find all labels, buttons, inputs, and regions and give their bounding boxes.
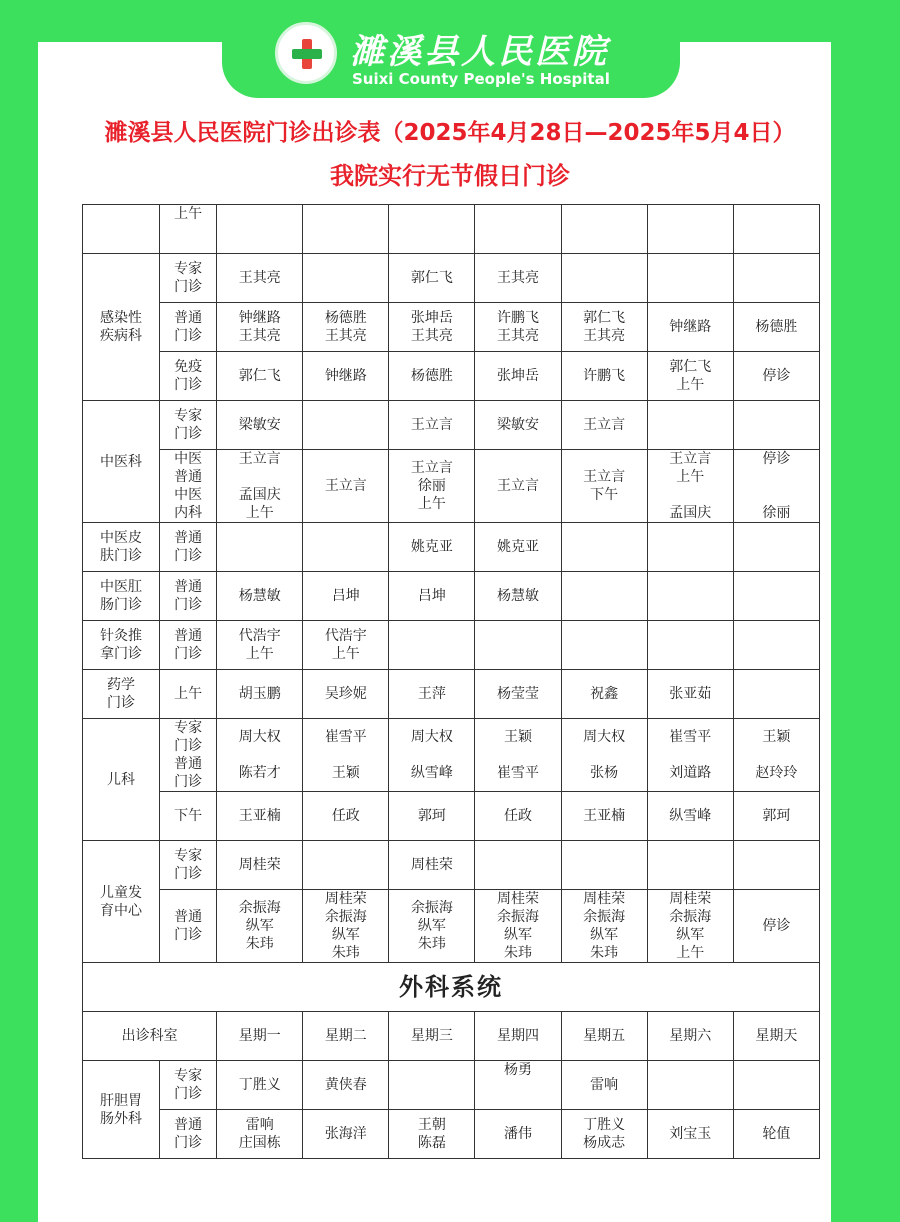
weekday-header: 星期三 — [389, 1012, 475, 1061]
schedule-subtitle: 我院实行无节假日门诊 — [330, 162, 570, 190]
doctor-cell: 王颖 赵玲玲 — [733, 719, 819, 792]
doctor-cell — [561, 621, 647, 670]
doctor-cell: 郭仁飞 上午 — [647, 352, 733, 401]
doctor-cell: 代浩宇 上午 — [217, 621, 303, 670]
doctor-cell: 王萍 — [389, 670, 475, 719]
doctor-cell: 郭仁飞 — [389, 254, 475, 303]
doctor-cell — [647, 1061, 733, 1110]
doctor-cell: 周大权 纵雪峰 — [389, 719, 475, 792]
session-cell: 普通 门诊 — [160, 890, 217, 963]
doctor-cell — [303, 401, 389, 450]
doctor-cell: 郭珂 — [389, 792, 475, 841]
doctor-cell: 梁敏安 — [475, 401, 561, 450]
session-cell: 普通 门诊 — [160, 523, 217, 572]
doctor-cell: 崔雪平 王颖 — [303, 719, 389, 792]
dept-cell: 中医肛 肠门诊 — [83, 572, 160, 621]
table-row — [83, 1061, 820, 1110]
doctor-cell: 崔雪平 刘道路 — [647, 719, 733, 792]
session-cell: 下午 — [160, 792, 217, 841]
doctor-cell: 胡玉鹏 — [217, 670, 303, 719]
dept-cell: 儿童发 育中心 — [83, 841, 160, 963]
doctor-cell: 吕坤 — [389, 572, 475, 621]
session-cell: 免疫 门诊 — [160, 352, 217, 401]
doctor-cell: 杨德胜 — [389, 352, 475, 401]
table-row — [83, 572, 820, 621]
doctor-cell: 王亚楠 — [217, 792, 303, 841]
doctor-cell: 许鹏飞 — [561, 352, 647, 401]
hospital-name-en: Suixi County People's Hospital — [352, 70, 610, 88]
session-cell: 专家 门诊 — [160, 254, 217, 303]
doctor-cell — [733, 670, 819, 719]
doctor-cell: 钟继路 — [303, 352, 389, 401]
doctor-cell: 王立言 上午 孟国庆 — [647, 450, 733, 523]
table-row — [83, 523, 820, 572]
doctor-cell: 王亚楠 — [561, 792, 647, 841]
session-cell: 普通 门诊 — [160, 303, 217, 352]
doctor-cell: 代浩宇 上午 — [303, 621, 389, 670]
doctor-cell — [733, 523, 819, 572]
table-row — [83, 792, 820, 841]
session-cell: 上午 — [160, 205, 217, 254]
table-row — [83, 1012, 820, 1061]
table-row — [83, 401, 820, 450]
doctor-cell — [647, 572, 733, 621]
doctor-cell — [647, 621, 733, 670]
schedule-title: 濉溪县人民医院门诊出诊表（2025年4月28日—2025年5月4日） — [104, 120, 796, 146]
doctor-cell: 王其亮 — [475, 254, 561, 303]
doctor-cell: 停诊 — [733, 352, 819, 401]
weekday-header: 星期天 — [733, 1012, 819, 1061]
doctor-cell: 梁敏安 — [217, 401, 303, 450]
doctor-cell — [561, 523, 647, 572]
doctor-cell — [475, 621, 561, 670]
doctor-cell: 钟继路 — [647, 303, 733, 352]
doctor-cell: 余振海 纵军 朱玮 — [217, 890, 303, 963]
weekday-header: 星期六 — [647, 1012, 733, 1061]
doctor-cell — [647, 401, 733, 450]
doctor-cell: 张亚茹 — [647, 670, 733, 719]
session-cell: 专家 门诊 — [160, 841, 217, 890]
dept-cell: 儿科 — [83, 719, 160, 841]
table-row — [83, 1110, 820, 1159]
doctor-cell: 周桂荣 余振海 纵军 朱玮 — [561, 890, 647, 963]
doctor-cell: 余振海 纵军 朱玮 — [389, 890, 475, 963]
session-cell: 普通 门诊 — [160, 572, 217, 621]
dept-header-cell: 出诊科室 — [83, 1012, 217, 1061]
doctor-cell — [733, 841, 819, 890]
doctor-cell: 吕坤 — [303, 572, 389, 621]
table-row — [83, 205, 820, 254]
table-row — [83, 963, 820, 1012]
doctor-cell: 刘宝玉 — [647, 1110, 733, 1159]
doctor-cell: 杨慧敏 — [475, 572, 561, 621]
doctor-cell: 张海洋 — [303, 1110, 389, 1159]
doctor-cell: 钟继路 王其亮 — [217, 303, 303, 352]
doctor-cell: 周大权 张杨 — [561, 719, 647, 792]
doctor-cell: 郭仁飞 — [217, 352, 303, 401]
doctor-cell: 停诊 — [733, 890, 819, 963]
doctor-cell: 雷响 庄国栋 — [217, 1110, 303, 1159]
weekday-header: 星期四 — [475, 1012, 561, 1061]
session-cell: 普通 门诊 — [160, 1110, 217, 1159]
doctor-cell: 周桂荣 余振海 纵军 朱玮 — [475, 890, 561, 963]
doctor-cell: 王朝 陈磊 — [389, 1110, 475, 1159]
hospital-name-cn: 濉溪县人民医院 — [350, 32, 609, 72]
session-cell: 中医 普通 中医 内科 — [160, 450, 217, 523]
doctor-cell: 王立言 — [389, 401, 475, 450]
doctor-cell — [647, 523, 733, 572]
doctor-cell: 杨德胜 — [733, 303, 819, 352]
doctor-cell — [303, 841, 389, 890]
table-row — [83, 890, 820, 963]
doctor-cell — [389, 1061, 475, 1110]
table-row — [83, 303, 820, 352]
doctor-cell — [561, 254, 647, 303]
schedule-table — [82, 204, 820, 1159]
table-row — [83, 719, 820, 792]
session-cell: 专家 门诊 — [160, 401, 217, 450]
doctor-cell: 姚克亚 — [475, 523, 561, 572]
table-row — [83, 841, 820, 890]
doctor-cell: 黄侠春 — [303, 1061, 389, 1110]
doctor-cell: 王立言 下午 — [561, 450, 647, 523]
dept-cell: 针灸推 拿门诊 — [83, 621, 160, 670]
doctor-cell — [733, 572, 819, 621]
doctor-cell: 许鹏飞 王其亮 — [475, 303, 561, 352]
doctor-cell: 张坤岳 王其亮 — [389, 303, 475, 352]
doctor-cell: 杨勇 — [475, 1061, 561, 1110]
doctor-cell — [303, 254, 389, 303]
doctor-cell: 王立言 — [303, 450, 389, 523]
doctor-cell — [733, 621, 819, 670]
dept-cell: 感染性 疾病科 — [83, 254, 160, 401]
table-row — [83, 670, 820, 719]
doctor-cell: 任政 — [303, 792, 389, 841]
weekday-header: 星期二 — [303, 1012, 389, 1061]
doctor-cell: 周大权 陈若才 — [217, 719, 303, 792]
doctor-cell: 姚克亚 — [389, 523, 475, 572]
doctor-cell: 丁胜义 — [217, 1061, 303, 1110]
doctor-cell — [389, 621, 475, 670]
dept-cell: 中医科 — [83, 401, 160, 523]
session-cell: 专家 门诊 普通 门诊 — [160, 719, 217, 792]
doctor-cell: 雷响 — [561, 1061, 647, 1110]
weekday-header: 星期一 — [217, 1012, 303, 1061]
doctor-cell: 王立言 — [561, 401, 647, 450]
table-row — [83, 254, 820, 303]
table-row — [83, 621, 820, 670]
doctor-cell — [303, 523, 389, 572]
table-row — [83, 450, 820, 523]
doctor-cell: 周桂荣 — [389, 841, 475, 890]
doctor-cell: 停诊 徐丽 — [733, 450, 819, 523]
doctor-cell: 潘伟 — [475, 1110, 561, 1159]
doctor-cell — [733, 254, 819, 303]
doctor-cell — [561, 841, 647, 890]
doctor-cell — [217, 523, 303, 572]
doctor-cell: 郭仁飞 王其亮 — [561, 303, 647, 352]
session-cell: 上午 — [160, 670, 217, 719]
doctor-cell — [647, 841, 733, 890]
doctor-cell: 王其亮 — [217, 254, 303, 303]
doctor-cell: 杨慧敏 — [217, 572, 303, 621]
weekday-header: 星期五 — [561, 1012, 647, 1061]
doctor-cell: 张坤岳 — [475, 352, 561, 401]
doctor-cell — [733, 401, 819, 450]
doctor-cell: 杨莹莹 — [475, 670, 561, 719]
dept-cell: 肝胆胃 肠外科 — [83, 1061, 160, 1159]
doctor-cell: 吴珍妮 — [303, 670, 389, 719]
hospital-cross-logo-icon — [275, 22, 337, 84]
doctor-cell — [561, 572, 647, 621]
doctor-cell: 祝鑫 — [561, 670, 647, 719]
doctor-cell: 任政 — [475, 792, 561, 841]
doctor-cell: 王立言 — [475, 450, 561, 523]
doctor-cell: 丁胜义 杨成志 — [561, 1110, 647, 1159]
session-cell: 普通 门诊 — [160, 621, 217, 670]
doctor-cell — [475, 841, 561, 890]
table-row — [83, 352, 820, 401]
doctor-cell: 纵雪峰 — [647, 792, 733, 841]
doctor-cell: 王立言 孟国庆 上午 — [217, 450, 303, 523]
doctor-cell: 周桂荣 余振海 纵军 上午 — [647, 890, 733, 963]
doctor-cell — [733, 1061, 819, 1110]
surgery-section-title: 外科系统 — [83, 963, 820, 1012]
doctor-cell: 郭珂 — [733, 792, 819, 841]
doctor-cell: 周桂荣 余振海 纵军 朱玮 — [303, 890, 389, 963]
session-cell: 专家 门诊 — [160, 1061, 217, 1110]
doctor-cell: 王颖 崔雪平 — [475, 719, 561, 792]
doctor-cell: 轮值 — [733, 1110, 819, 1159]
doctor-cell: 周桂荣 — [217, 841, 303, 890]
dept-cell: 药学 门诊 — [83, 670, 160, 719]
doctor-cell — [647, 254, 733, 303]
doctor-cell: 王立言 徐丽 上午 — [389, 450, 475, 523]
doctor-cell: 杨德胜 王其亮 — [303, 303, 389, 352]
dept-cell: 中医皮 肤门诊 — [83, 523, 160, 572]
